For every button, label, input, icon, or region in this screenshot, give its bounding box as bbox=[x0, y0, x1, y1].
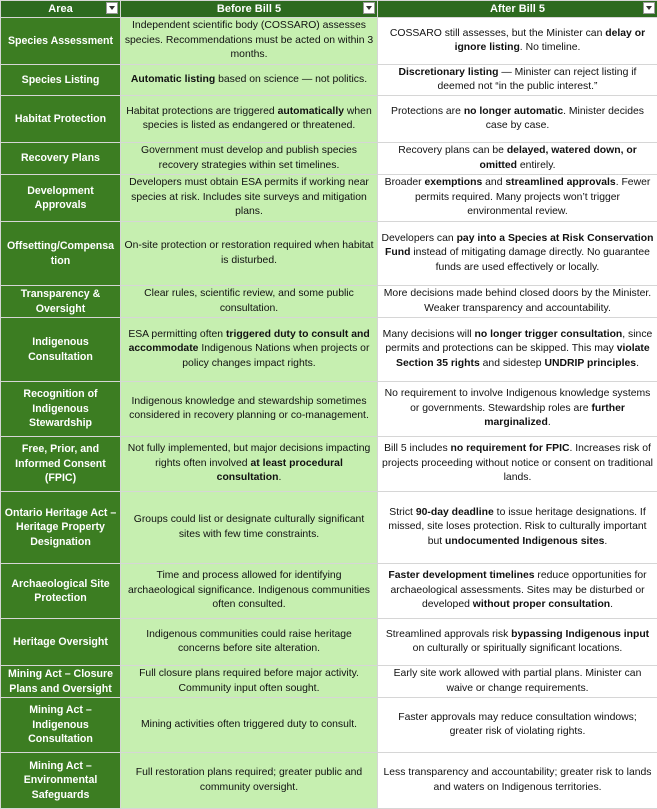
before-bill-5-cell[interactable] bbox=[121, 318, 378, 382]
cell-text: Full restoration plans required; greater public and community oversight. bbox=[136, 767, 362, 793]
area-cell[interactable] bbox=[1, 492, 121, 564]
area-label-line: Offsetting/Compensa bbox=[7, 240, 114, 252]
cell-text: to issue heritage designations. If missed, site loses protection. Risk to culturally important but bbox=[388, 507, 646, 547]
area-label-line: Mining Act – bbox=[29, 704, 92, 716]
cell-text: Faster approvals may reduce consultation windows; greater risk of violating rights. bbox=[398, 712, 637, 738]
emphasized-text: no longer automatic bbox=[464, 106, 563, 117]
cell-text: , since permits and protections can be skipped. This may bbox=[385, 329, 652, 355]
table-body bbox=[1, 18, 657, 809]
before-bill-5-cell[interactable] bbox=[121, 698, 378, 753]
area-label-line: Oversight bbox=[36, 303, 85, 315]
area-label-line: Indigenous bbox=[32, 336, 89, 348]
emphasized-text: exemptions bbox=[425, 177, 483, 188]
table-row bbox=[1, 619, 657, 666]
cell-text: ESA permitting often bbox=[128, 329, 226, 340]
cell-text: on culturally or spiritually significant locations. bbox=[413, 643, 623, 654]
emphasized-text: triggered duty to consult and accommodate bbox=[129, 329, 370, 355]
area-cell[interactable] bbox=[1, 382, 121, 437]
cell-text: . Increases risk of projects proceeding without notice or consent on traditional lands. bbox=[382, 443, 653, 483]
cell-text: — Minister can reject listing if deemed not “in the public interest.” bbox=[438, 67, 637, 93]
emphasized-text: undocumented Indigenous sites bbox=[445, 536, 604, 547]
before-bill-5-cell[interactable] bbox=[121, 753, 378, 809]
area-label-line: tion bbox=[51, 255, 70, 267]
area-label-line: Archaeological Site bbox=[11, 578, 109, 590]
area-label-line: Recovery Plans bbox=[21, 152, 100, 164]
area-label-line: Protection bbox=[34, 592, 86, 604]
cell-text: based on science — not politics. bbox=[215, 74, 367, 85]
cell-text: Early site work allowed with partial plans. Minister can waive or change requirements. bbox=[394, 668, 642, 694]
area-label-line: Plans and Oversight bbox=[9, 683, 111, 695]
emphasized-text: 90-day deadline bbox=[416, 507, 494, 518]
area-label-line: Mining Act – Closure bbox=[8, 668, 113, 680]
cell-text: . No timeline. bbox=[520, 42, 581, 53]
area-label-line: Consultation bbox=[28, 733, 93, 745]
area-cell[interactable] bbox=[1, 65, 121, 96]
cell-text: . bbox=[610, 599, 613, 610]
table-row bbox=[1, 753, 657, 809]
table-row bbox=[1, 666, 657, 698]
emphasized-text: automatically bbox=[278, 106, 344, 117]
cell-text: Many decisions will bbox=[383, 329, 475, 340]
filter-dropdown-icon[interactable] bbox=[363, 2, 375, 14]
area-label-line: Heritage Oversight bbox=[13, 636, 108, 648]
cell-text: . bbox=[548, 417, 551, 428]
table-row bbox=[1, 286, 657, 318]
area-cell[interactable] bbox=[1, 222, 121, 286]
cell-text: Developers must obtain ESA permits if working near species at risk. Includes site surveys and mitigation plans. bbox=[129, 177, 369, 217]
after-bill-5-cell[interactable] bbox=[378, 286, 657, 318]
after-bill-5-cell[interactable] bbox=[378, 96, 657, 143]
before-column-header[interactable] bbox=[121, 1, 378, 18]
after-bill-5-cell[interactable] bbox=[378, 318, 657, 382]
cell-text: Indigenous knowledge and stewardship sometimes considered in recovery planning or co-management. bbox=[129, 396, 369, 422]
emphasized-text: Automatic listing bbox=[131, 74, 215, 85]
area-label-line: Consultation bbox=[28, 351, 93, 363]
after-bill-5-cell[interactable] bbox=[378, 175, 657, 222]
before-bill-5-cell[interactable] bbox=[121, 492, 378, 564]
cell-text: No requirement to involve Indigenous knowledge systems or governments. Stewardship roles are bbox=[385, 388, 651, 414]
area-cell[interactable] bbox=[1, 96, 121, 143]
cell-text: and sidestep bbox=[480, 358, 545, 369]
area-label-line: Designation bbox=[30, 536, 91, 548]
area-column-header[interactable] bbox=[1, 1, 121, 18]
before-bill-5-cell[interactable] bbox=[121, 666, 378, 698]
area-cell[interactable] bbox=[1, 666, 121, 698]
emphasized-text: without proper consultation bbox=[473, 599, 610, 610]
cell-text: More decisions made behind closed doors by the Minister. Weaker transparency and accountability. bbox=[384, 288, 651, 314]
table-row bbox=[1, 96, 657, 143]
cell-text: Not fully implemented, but major decisions impacting rights often involved bbox=[128, 443, 371, 469]
area-cell[interactable] bbox=[1, 753, 121, 809]
before-bill-5-cell[interactable] bbox=[121, 175, 378, 222]
area-label-line: Habitat Protection bbox=[15, 113, 106, 125]
cell-text: Strict bbox=[389, 507, 416, 518]
cell-text: Indigenous communities could raise heritage concerns before site alteration. bbox=[146, 629, 352, 655]
area-label-line: (FPIC) bbox=[45, 472, 76, 484]
table-row bbox=[1, 382, 657, 437]
area-label-line: Mining Act – bbox=[29, 760, 92, 772]
before-bill-5-cell[interactable] bbox=[121, 18, 378, 65]
before-bill-5-cell[interactable] bbox=[121, 382, 378, 437]
cell-text: when species is listed as endangered or threatened. bbox=[143, 106, 372, 132]
area-label-line: Safeguards bbox=[32, 789, 90, 801]
area-cell[interactable] bbox=[1, 437, 121, 492]
cell-text: . bbox=[278, 472, 281, 483]
before-bill-5-cell[interactable] bbox=[121, 619, 378, 666]
cell-text: Less transparency and accountability; greater risk to lands and waters on Indigenous territories. bbox=[384, 767, 652, 793]
area-label-line: Species Assessment bbox=[8, 35, 113, 47]
header-row bbox=[1, 1, 657, 18]
cell-text: Full closure plans required before major activity. Community input often sought. bbox=[139, 668, 359, 694]
after-bill-5-cell[interactable] bbox=[378, 437, 657, 492]
table-row bbox=[1, 492, 657, 564]
area-cell[interactable] bbox=[1, 286, 121, 318]
after-bill-5-cell[interactable] bbox=[378, 492, 657, 564]
area-cell[interactable] bbox=[1, 564, 121, 619]
before-bill-5-cell[interactable] bbox=[121, 65, 378, 96]
table-row bbox=[1, 318, 657, 382]
after-bill-5-cell[interactable] bbox=[378, 666, 657, 698]
area-label-line: Stewardship bbox=[29, 417, 92, 429]
table-row bbox=[1, 143, 657, 175]
area-cell[interactable] bbox=[1, 143, 121, 175]
before-bill-5-cell[interactable] bbox=[121, 286, 378, 318]
cell-text: Protections are bbox=[391, 106, 464, 117]
after-bill-5-cell[interactable] bbox=[378, 753, 657, 809]
area-label-line: Informed Consent bbox=[15, 458, 106, 470]
cell-text: . bbox=[636, 358, 639, 369]
area-label-line: Ontario Heritage Act – bbox=[5, 507, 116, 519]
emphasized-text: pay into a Species at Risk Conservation Fund bbox=[385, 233, 653, 259]
after-bill-5-cell[interactable] bbox=[378, 65, 657, 96]
emphasized-text: no requirement for FPIC bbox=[451, 443, 570, 454]
emphasized-text: no longer trigger consultation bbox=[475, 329, 623, 340]
emphasized-text: delay or ignore listing bbox=[455, 28, 646, 54]
cell-text: Government must develop and publish species recovery strategies within set timelines. bbox=[141, 145, 357, 171]
cell-text: On-site protection or restoration required when habitat is disturbed. bbox=[125, 240, 374, 266]
cell-text: and bbox=[482, 177, 505, 188]
before-bill-5-cell[interactable] bbox=[121, 143, 378, 175]
cell-text: Bill 5 includes bbox=[384, 443, 450, 454]
area-label-line: Heritage Property bbox=[16, 521, 105, 533]
filter-dropdown-icon[interactable] bbox=[106, 2, 118, 14]
cell-text: Recovery plans can be bbox=[398, 145, 507, 156]
area-label-line: Recognition of bbox=[23, 388, 97, 400]
cell-text: Time and process allowed for identifying archaeological significance. Indigenous communities often consulted. bbox=[128, 570, 370, 610]
before-bill-5-cell[interactable] bbox=[121, 222, 378, 286]
emphasized-text: Faster development timelines bbox=[388, 570, 534, 581]
area-header-label: Area bbox=[48, 3, 72, 15]
cell-text: Clear rules, scientific review, and some public consultation. bbox=[144, 288, 354, 314]
cell-text: Mining activities often triggered duty to consult. bbox=[141, 719, 357, 730]
cell-text: . bbox=[604, 536, 607, 547]
after-bill-5-cell[interactable] bbox=[378, 222, 657, 286]
cell-text: Independent scientific body (COSSARO) assesses species. Recommendations must be acted on within 3 months. bbox=[125, 20, 373, 60]
cell-text: entirely. bbox=[517, 160, 556, 171]
area-cell[interactable] bbox=[1, 318, 121, 382]
area-cell[interactable] bbox=[1, 698, 121, 753]
area-cell[interactable] bbox=[1, 619, 121, 666]
after-column-header[interactable] bbox=[378, 1, 657, 18]
area-label-line: Indigenous bbox=[32, 719, 89, 731]
after-bill-5-cell[interactable] bbox=[378, 143, 657, 175]
cell-text: reduce opportunities for archaeological assessments. Sites may be disturbed or developed bbox=[390, 570, 646, 610]
before-bill-5-cell[interactable] bbox=[121, 96, 378, 143]
after-bill-5-cell[interactable] bbox=[378, 698, 657, 753]
emphasized-text: Discretionary listing bbox=[399, 67, 499, 78]
cell-text: Streamlined approvals risk bbox=[386, 629, 511, 640]
area-label-line: Species Listing bbox=[22, 74, 100, 86]
cell-text: Habitat protections are triggered bbox=[126, 106, 277, 117]
cell-text: Broader bbox=[385, 177, 425, 188]
emphasized-text: violate Section 35 rights bbox=[396, 343, 650, 369]
after-bill-5-cell[interactable] bbox=[378, 382, 657, 437]
table-row bbox=[1, 564, 657, 619]
emphasized-text: streamlined approvals bbox=[505, 177, 615, 188]
table-row bbox=[1, 698, 657, 753]
table-row bbox=[1, 65, 657, 96]
emphasized-text: further marginalized bbox=[484, 403, 625, 429]
table-row bbox=[1, 437, 657, 492]
filter-dropdown-icon[interactable] bbox=[643, 2, 655, 14]
cell-text: instead of mitigating damage directly. No guarantee funds are used effectively or locally. bbox=[410, 247, 650, 273]
cell-text: . Minister decides case by case. bbox=[486, 106, 644, 132]
table-row bbox=[1, 18, 657, 65]
area-label-line: Development bbox=[27, 185, 94, 197]
after-bill-5-cell[interactable] bbox=[378, 18, 657, 65]
emphasized-text: UNDRIP principles bbox=[544, 358, 636, 369]
cell-text: . Fewer permits required. Many projects won’t trigger environmental review. bbox=[415, 177, 650, 217]
before-bill-5-cell[interactable] bbox=[121, 564, 378, 619]
after-bill-5-cell[interactable] bbox=[378, 564, 657, 619]
area-label-line: Free, Prior, and bbox=[22, 443, 99, 455]
cell-text: Groups could list or designate culturally significant sites with few time constraints. bbox=[134, 514, 364, 540]
emphasized-text: bypassing Indigenous input bbox=[511, 629, 649, 640]
area-label-line: Environmental bbox=[24, 774, 98, 786]
cell-text: Indigenous Nations when projects or policy changes impact rights. bbox=[182, 343, 369, 369]
cell-text: COSSARO still assesses, but the Minister can bbox=[390, 28, 605, 39]
table-row bbox=[1, 222, 657, 286]
area-label-line: Transparency & bbox=[21, 288, 101, 300]
cell-text: Developers can bbox=[381, 233, 456, 244]
before-header-label: Before Bill 5 bbox=[217, 3, 281, 15]
before-bill-5-cell[interactable] bbox=[121, 437, 378, 492]
area-label-line: Indigenous bbox=[32, 403, 89, 415]
after-header-label: After Bill 5 bbox=[490, 3, 545, 15]
area-cell[interactable] bbox=[1, 18, 121, 65]
after-bill-5-cell[interactable] bbox=[378, 619, 657, 666]
table-row bbox=[1, 175, 657, 222]
emphasized-text: at least procedural consultation bbox=[217, 458, 343, 484]
area-label-line: Approvals bbox=[35, 199, 87, 211]
area-cell[interactable] bbox=[1, 175, 121, 222]
emphasized-text: delayed, watered down, or omitted bbox=[479, 145, 636, 171]
